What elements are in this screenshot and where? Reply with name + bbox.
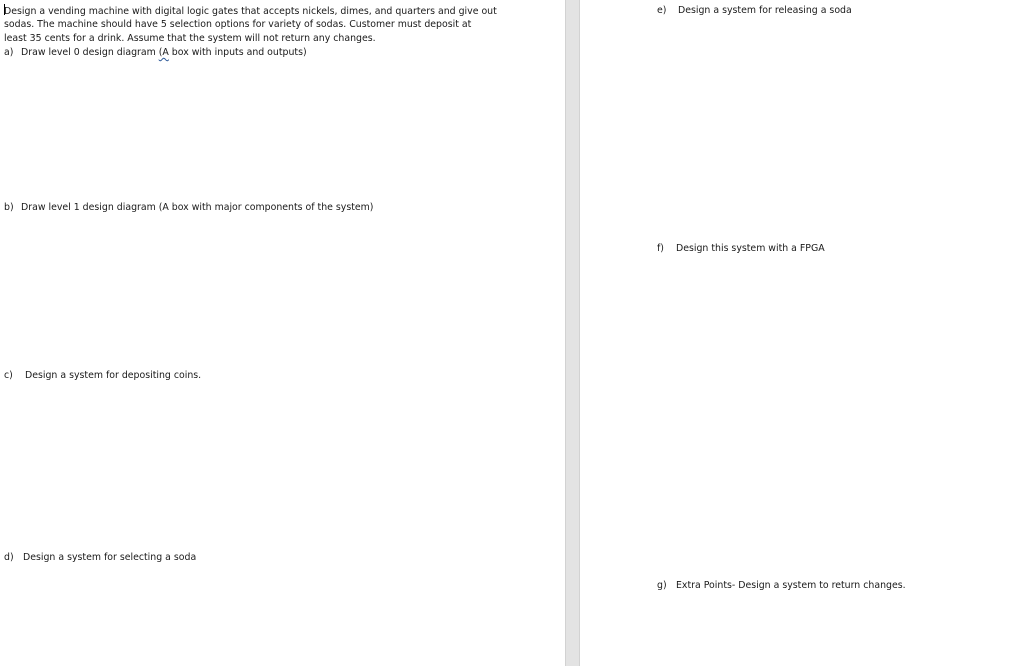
intro-line-2: sodas. The machine should have 5 selection options for variety of sodas. Customer must deposit at: [4, 19, 472, 30]
question-c-marker: c): [4, 370, 13, 381]
question-g-marker: g): [657, 580, 667, 591]
intro-line-1: [4, 4, 504, 18]
question-b-text: Draw level 1 design diagram (A box with major components of the system): [21, 202, 374, 213]
page-gutter: [565, 0, 580, 666]
question-a-text-pre: Draw level 0 design diagram: [21, 47, 159, 58]
question-a-marker: a): [4, 47, 14, 58]
question-f-text: Design this system with a FPGA: [676, 243, 825, 254]
question-f-marker: f): [657, 243, 664, 254]
question-e-marker: e): [657, 5, 667, 16]
question-a: [4, 46, 307, 59]
question-b: [4, 201, 373, 214]
intro-line-3: least 35 cents for a drink. Assume that the system will not return any changes.: [4, 33, 376, 44]
question-e: [657, 4, 852, 17]
question-d: [4, 551, 196, 564]
question-d-text: Design a system for selecting a soda: [23, 552, 197, 563]
question-a-text-post: box with inputs and outputs): [168, 47, 307, 58]
spelling-squiggle[interactable]: (A: [158, 47, 169, 58]
intro-first-letter: D: [4, 6, 12, 17]
question-b-marker: b): [4, 202, 14, 213]
question-d-marker: d): [4, 552, 14, 563]
page-right[interactable]: [580, 0, 1024, 666]
question-c: [4, 369, 201, 382]
question-g-text: Extra Points- Design a system to return changes.: [676, 580, 906, 591]
problem-statement: [4, 4, 504, 46]
intro-first-rest: esign a vending machine with digital logic gates that accepts nickels, dimes, and quarters and give out: [11, 6, 497, 17]
question-g: [657, 579, 906, 592]
question-f: [657, 242, 825, 255]
question-c-text: Design a system for depositing coins.: [25, 370, 202, 381]
question-e-text: Design a system for releasing a soda: [678, 5, 852, 16]
